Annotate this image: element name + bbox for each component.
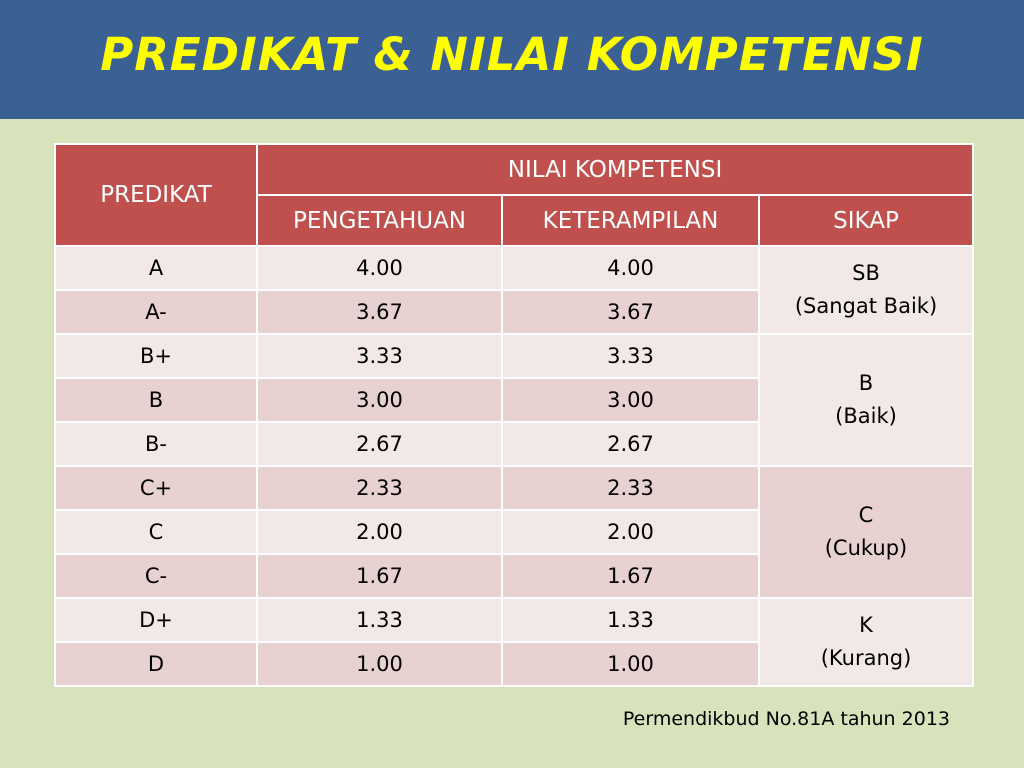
cell-predikat: C: [55, 510, 257, 554]
header-predikat: PREDIKAT: [55, 144, 257, 246]
sikap-label: (Cukup): [824, 536, 908, 560]
header-pengetahuan: PENGETAHUAN: [257, 195, 502, 246]
header-keterampilan: KETERAMPILAN: [502, 195, 759, 246]
sikap-label: (Baik): [835, 404, 897, 428]
cell-keterampilan: 2.67: [502, 422, 759, 466]
sikap-label: (Sangat Baik): [794, 294, 938, 318]
sikap-code: C: [858, 503, 874, 528]
header-nilai-kompetensi: NILAI KOMPETENSI: [257, 144, 973, 195]
table-header-row: [55, 144, 973, 195]
cell-keterampilan: 2.00: [502, 510, 759, 554]
sikap-code: B: [858, 371, 874, 396]
cell-sikap: [759, 246, 973, 334]
cell-pengetahuan: 3.67: [257, 290, 502, 334]
cell-keterampilan: 2.33: [502, 466, 759, 510]
competency-table: [54, 143, 974, 687]
title-bar: [0, 0, 1024, 119]
cell-pengetahuan: 2.00: [257, 510, 502, 554]
cell-predikat: B-: [55, 422, 257, 466]
cell-pengetahuan: 1.67: [257, 554, 502, 598]
sikap-code: K: [859, 613, 873, 638]
cell-predikat: C+: [55, 466, 257, 510]
header-sikap: SIKAP: [759, 195, 973, 246]
cell-sikap: [759, 598, 973, 686]
cell-pengetahuan: 3.33: [257, 334, 502, 378]
cell-keterampilan: 3.67: [502, 290, 759, 334]
cell-pengetahuan: 2.67: [257, 422, 502, 466]
sikap-label: (Kurang): [820, 646, 912, 670]
cell-predikat: A-: [55, 290, 257, 334]
cell-predikat: B: [55, 378, 257, 422]
cell-predikat: D: [55, 642, 257, 686]
cell-pengetahuan: 4.00: [257, 246, 502, 290]
cell-pengetahuan: 2.33: [257, 466, 502, 510]
cell-keterampilan: 3.00: [502, 378, 759, 422]
cell-sikap: [759, 466, 973, 598]
source-citation: Permendikbud No.81A tahun 2013: [622, 708, 950, 730]
cell-keterampilan: 1.00: [502, 642, 759, 686]
cell-predikat: A: [55, 246, 257, 290]
cell-sikap: [759, 334, 973, 466]
table-row: [55, 246, 973, 290]
cell-pengetahuan: 3.00: [257, 378, 502, 422]
cell-predikat: B+: [55, 334, 257, 378]
sikap-code: SB: [852, 261, 880, 286]
cell-keterampilan: 1.67: [502, 554, 759, 598]
cell-pengetahuan: 1.33: [257, 598, 502, 642]
table-row: [55, 334, 973, 378]
cell-keterampilan: 4.00: [502, 246, 759, 290]
table-row: [55, 466, 973, 510]
table-row: [55, 598, 973, 642]
slide-title: PREDIKAT & NILAI KOMPETENSI: [100, 28, 924, 81]
cell-predikat: D+: [55, 598, 257, 642]
cell-keterampilan: 3.33: [502, 334, 759, 378]
cell-predikat: C-: [55, 554, 257, 598]
cell-pengetahuan: 1.00: [257, 642, 502, 686]
cell-keterampilan: 1.33: [502, 598, 759, 642]
